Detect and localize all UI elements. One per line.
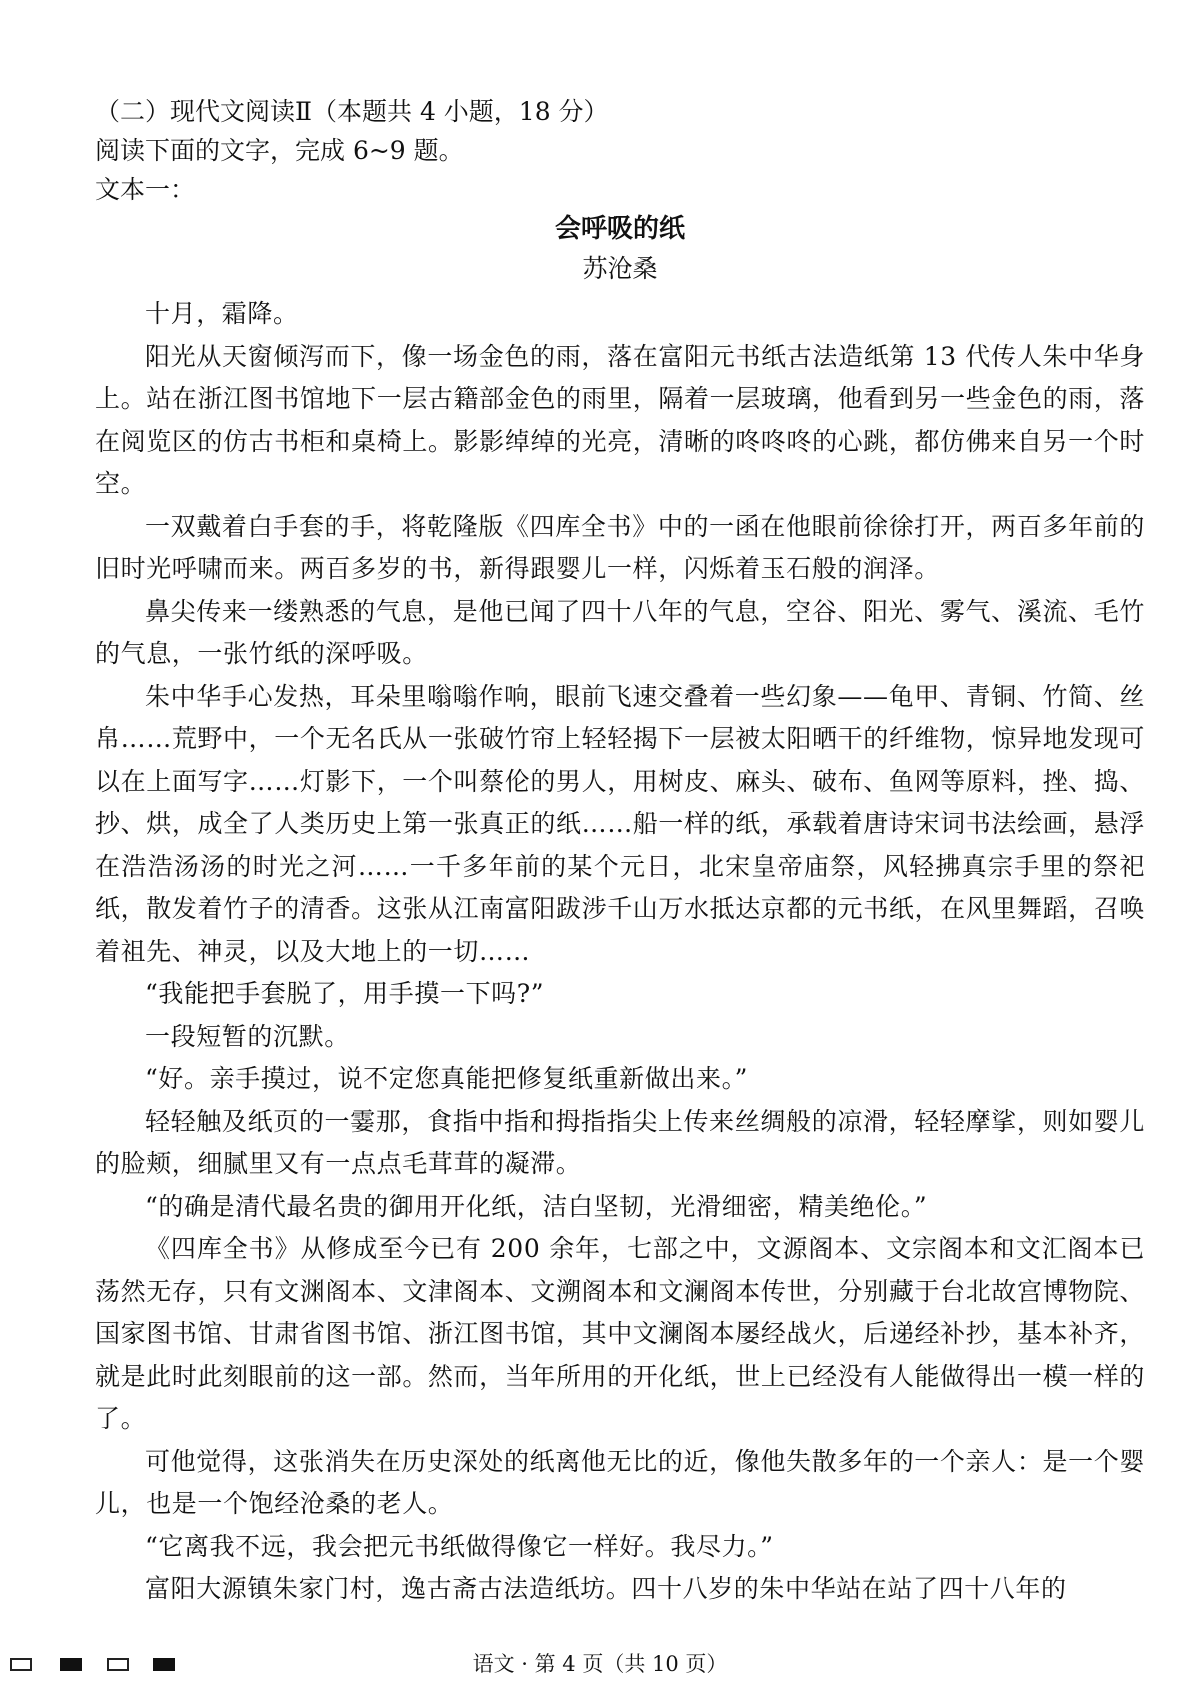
article-author: 苏沧桑 — [582, 254, 658, 283]
paragraph: 十月，霜降。 — [145, 299, 299, 328]
instruction-text: 阅读下面的文字，完成 6~9 题。 — [95, 136, 464, 165]
paragraph: 轻轻触及纸页的一霎那，食指中指和拇指指尖上传来丝绸般的凉滑，轻轻摩挲，则如婴儿的脸颊，细腻里又有一点点毛茸茸的凝滞。 — [95, 1106, 1145, 1178]
paragraph: “好。亲手摸过，说不定您真能把修复纸重新做出来。” — [145, 1064, 749, 1093]
page-footer — [0, 1648, 1200, 1678]
paragraph: 一段短暂的沉默。 — [145, 1021, 350, 1051]
paragraph: 可他觉得，这张消失在历史深处的纸离他无比的近，像他失散多年的一个亲人：是一个婴儿，也是一个饱经沧桑的老人。 — [95, 1446, 1145, 1518]
section-heading: （二）现代文阅读Ⅱ（本题共 4 小题，18 分） — [95, 97, 609, 126]
paragraph: 一双戴着白手套的手，将乾隆版《四库全书》中的一函在他眼前徐徐打开，两百多年前的旧时光呼啸而来。两百多岁的书，新得跟婴儿一样，闪烁着玉石般的润泽。 — [95, 511, 1145, 583]
paragraph: 富阳大源镇朱家门村，逸古斋古法造纸坊。四十八岁的朱中华站在站了四十八年的 — [145, 1574, 1067, 1603]
page-number: 语文 · 第 4 页（共 10 页） — [472, 1652, 728, 1676]
paragraph: “它离我不远，我会把元书纸做得像它一样好。我尽力。” — [145, 1531, 774, 1561]
text-label: 文本一： — [95, 175, 196, 204]
paragraph: 朱中华手心发热，耳朵里嗡嗡作响，眼前飞速交叠着一些幻象——龟甲、青铜、竹简、丝帛……荒野中，一个无名氏从一张破竹帘上轻轻揭下一层被太阳晒干的纤维物，惊异地发现可以在上面写字……灯影下，一个叫蔡伦的男人，用树皮、麻头、破布、鱼网等原料，挫、捣、抄、烘，成全了人类历史上第一张真正的纸……船一样的纸，承载着唐诗宋词书法绘画，悬浮在浩浩汤汤的时光之河……一千多年前的某个元日，北宋皇帝庙祭，风轻拂真宗手里的祭祀纸，散发着竹子的清香。这张从江南富阳跋涉千山万水抵达京都的元书纸，在风里舞蹈，召唤着祖先、神灵，以及大地上的一切…… — [95, 681, 1145, 966]
article-title: 会呼吸的纸 — [554, 214, 685, 244]
paragraph: 阳光从天窗倾泻而下，像一场金色的雨，落在富阳元书纸古法造纸第 13 代传人朱中华身上。站在浙江图书馆地下一层古籍部金色的雨里，隔着一层玻璃，他看到另一些金色的雨，落在阅览区的仿古书柜和桌椅上。影影绰绰的光亮，清晰的咚咚咚的心跳，都仿佛来自另一个时空。 — [95, 341, 1145, 498]
paragraph: “的确是清代最名贵的御用开化纸，洁白坚韧，光滑细密，精美绝伦。” — [145, 1191, 928, 1221]
page-content — [95, 92, 1145, 1611]
paragraph: 鼻尖传来一缕熟悉的气息，是他已闻了四十八年的气息，空谷、阳光、雾气、溪流、毛竹的气息，一张竹纸的深呼吸。 — [95, 596, 1145, 668]
paragraph: “我能把手套脱了，用手摸一下吗?” — [145, 979, 545, 1008]
paragraph: 《四库全书》从修成至今已有 200 余年，七部之中，文源阁本、文宗阁本和文汇阁本已荡然无存，只有文渊阁本、文津阁本、文溯阁本和文澜阁本传世，分别藏于台北故宫博物院、国家图书馆、甘肃省图书馆、浙江图书馆，其中文澜阁本屡经战火，后递经补抄，基本补齐，就是此时此刻眼前的这一部。然而，当年所用的开化纸，世上已经没有人能做得出一模一样的了。 — [95, 1234, 1145, 1433]
